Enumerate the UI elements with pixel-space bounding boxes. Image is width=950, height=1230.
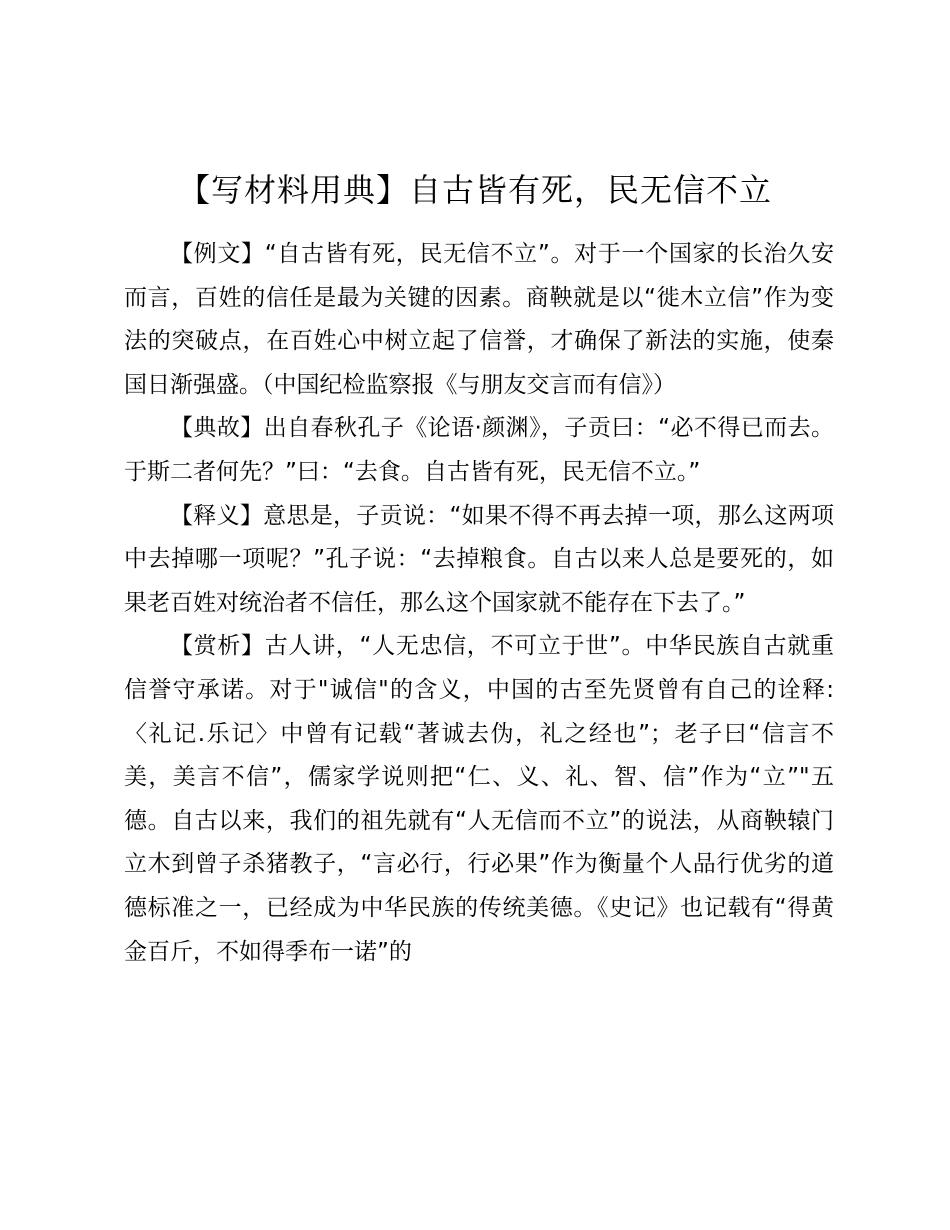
paragraph-example: 【例文】“自古皆有死，民无信不立”。对于一个国家的长治久安而言，百姓的信任是最为关键的因素。商鞅就是以“徙木立信”作为变法的突破点，在百姓心中树立起了信誉，才确保了新法的实施，使秦国日渐强盛。（中国纪检监察报《与朋友交言而有信》） (124, 241, 834, 398)
paragraph-appreciation: 【赏析】古人讲，“人无忠信，不可立于世”。中华民族自古就重信誉守承诺。对于"诚信"的含义，中国的古至先贤曾有自己的诠释:〈礼记.乐记〉中曾有记载“著诚去伪，礼之经也”；老子曰“信言不美，美言不信”，儒家学说则把“仁、义、礼、智、信”作为“立”"五德。自古以来，我们的祖先就有“人无信而不立”的说法，从商鞅辕门立木到曾子杀猪教子，“言必行，行必果”作为衡量个人品行优劣的道德标准之一，已经成为中华民族的传统美德。《史记》也记载有“得黄金百斤，不如得季布一诺”的 (124, 633, 834, 965)
document-body (124, 233, 834, 974)
document-title: 【写材料用典】自古皆有死，民无信不立 (177, 171, 772, 209)
paragraph-allusion: 【典故】出自春秋孔子《论语·颜渊》，子贡曰：“必不得已而去。于斯二者何先？”曰：“去食。自古皆有死，民无信不立。” (124, 415, 834, 485)
paragraph-meaning: 【释义】意思是，子贡说：“如果不得不再去掉一项，那么这两项中去掉哪一项呢？”孔子说：“去掉粮食。自古以来人总是要死的，如果老百姓对统治者不信任，那么这个国家就不能存在下去了。” (124, 502, 834, 616)
